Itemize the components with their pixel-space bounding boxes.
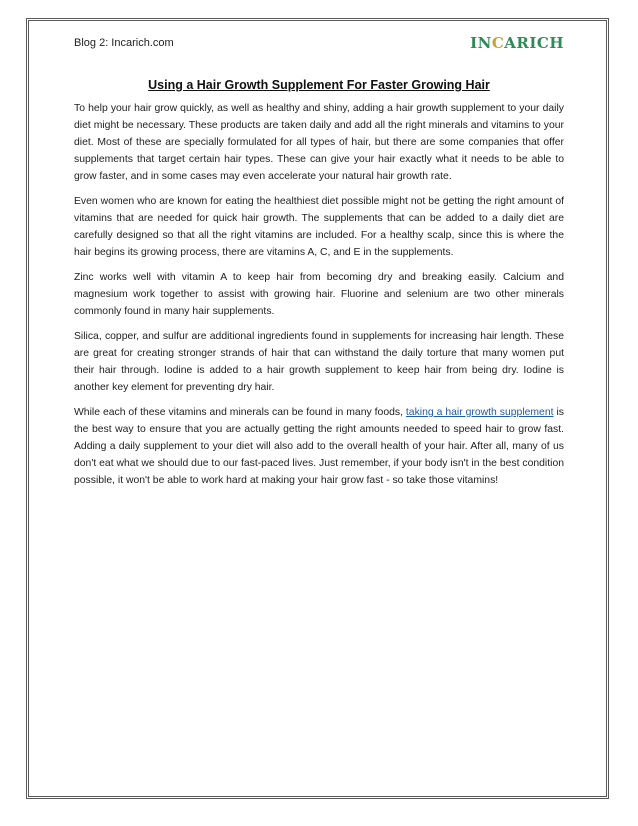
paragraph-2: Even women who are known for eating the healthiest diet possible might not be getting the right amount of vitamins that are needed for quick hair growth. The supplements that can be added to a daily diet are carefully designed so that all the right vitamins are included. For a healthy scalp, since this is where the hair begins its growing process, there are vitamins A, C, and E in the supplements.	[74, 196, 564, 258]
blog-label: Blog 2: Incarich.com	[74, 37, 174, 49]
paragraph-5	[74, 404, 564, 489]
paragraph-5-text-before: While each of these vitamins and minerals can be found in many foods,	[74, 407, 406, 418]
paragraph-4: Silica, copper, and sulfur are additional ingredients found in supplements for increasing hair length. These are great for creating stronger strands of hair that can withstand the daily torture that many women put their hair through. Iodine is added to a hair growth supplement to keep hair from being dry. Iodine is another key element for preventing dry hair.	[74, 331, 564, 393]
logo-mark: C	[491, 34, 505, 52]
article-body	[74, 100, 564, 497]
article-title: Using a Hair Growth Supplement For Faster Growing Hair	[148, 78, 490, 92]
paragraph-1: To help your hair grow quickly, as well as healthy and shiny, adding a hair growth supplement to your daily diet might be necessary. These products are taken daily and add all the right minerals and vitamins to your diet. Most of these are specially formulated for all types of hair, but there are some companies that offer supplements that target certain hair types. These can give your hair exactly what it needs to be able to grow faster, and in some cases may even accelerate your natural hair growth rate.	[74, 103, 564, 182]
logo-text-prefix: IN	[470, 34, 492, 52]
supplement-link[interactable]: taking a hair growth supplement	[405, 407, 554, 418]
logo-text-suffix: ARICH	[504, 34, 564, 52]
paragraph-3: Zinc works well with vitamin A to keep hair from becoming dry and breaking easily. Calcium and magnesium work together to assist with growing hair. Fluorine and selenium are two other minerals commonly found in many hair supplements.	[74, 272, 564, 317]
page-header	[74, 34, 564, 56]
incarich-logo	[470, 34, 564, 52]
paragraph-5-text-after: is the best way to ensure that you are actually getting the right amounts needed to speed hair to grow fast. Adding a daily supplement to your diet will also add to the overall health of your hair. After all, many of us don't eat what we should due to our fast-paced lives. Just remember, if your body isn't in the best condition possible, it won't be able to work hard at making your hair grow fast - so take those vitamins!	[74, 407, 564, 486]
